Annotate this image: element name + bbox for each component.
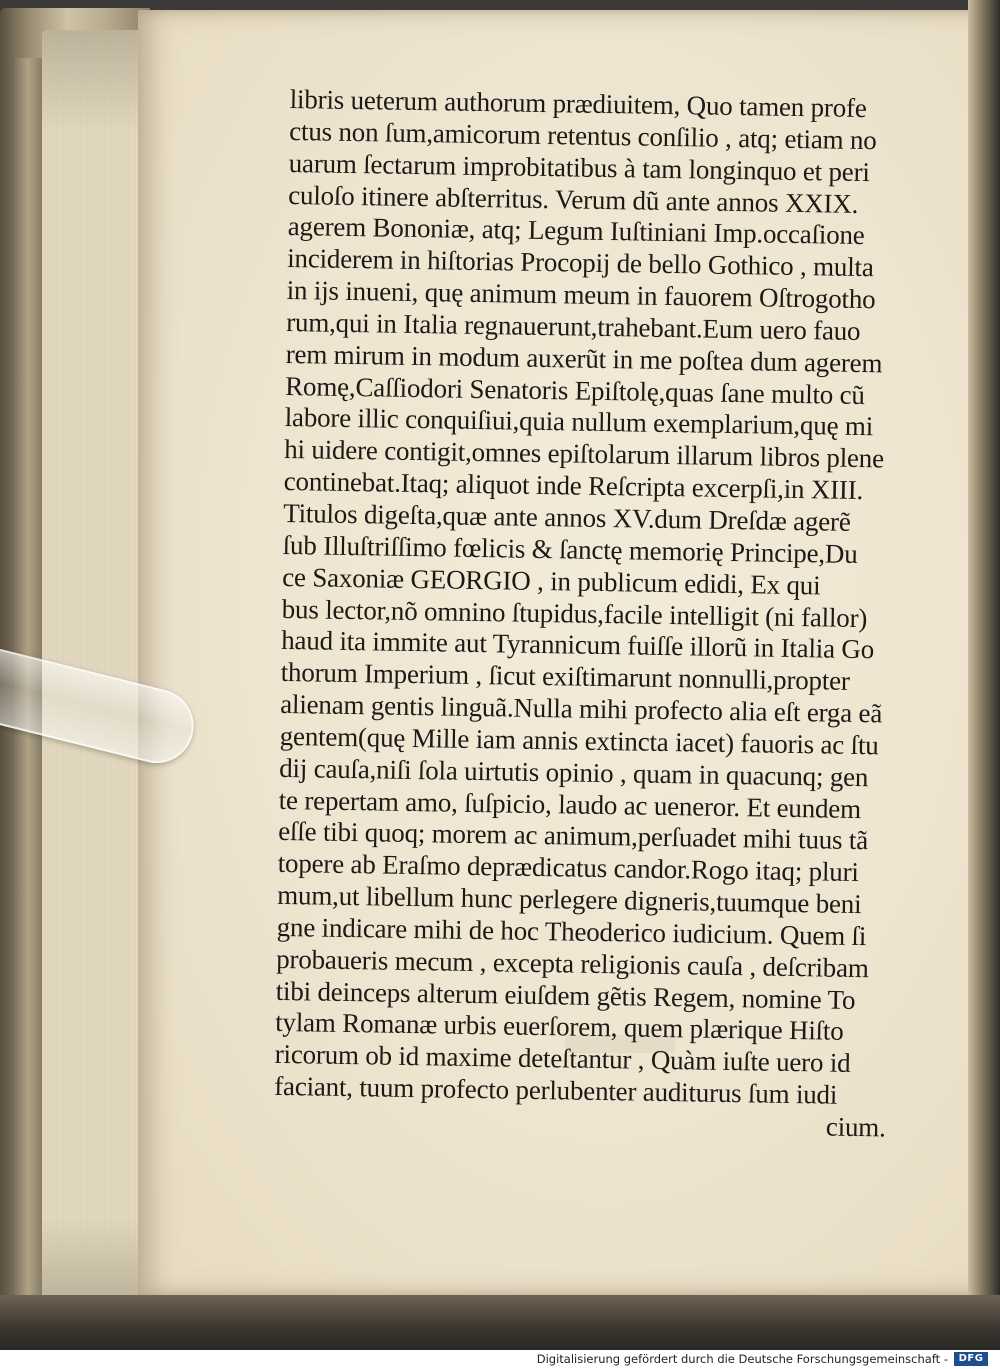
funding-credit: Digitalisierung gefördert durch die Deutsche Forschungsgemeinschaft - xyxy=(536,1352,948,1366)
catchword: cium. xyxy=(825,1111,886,1143)
page-text xyxy=(273,84,909,1144)
text-line: te repertam amo, ſuſpicio, laudo ac ueneror. Et eundem xyxy=(278,784,862,824)
text-line: ricorum ob id maxime deteſtantur , Quàm iuſte uero id xyxy=(274,1039,851,1079)
footer-bar xyxy=(0,1350,1000,1369)
text-line: agerem Bononiæ, atq; Legum Iuſtiniani Imp.occaſione xyxy=(287,211,865,251)
text-line: gne indicare mihi de hoc Theoderico iudicium. Quem ſi xyxy=(276,911,867,952)
text-line: tibi deinceps alterum eiuſdem gẽtis Regem, nomine To xyxy=(275,975,856,1015)
bottom-shadow xyxy=(0,1295,1000,1350)
text-line: Romę,Caſſiodori Senatoris Epiſtolę,quas ſane multo cũ xyxy=(285,370,865,410)
text-line: ſub Illuſtriſſimo fœlicis & ſanctę memorię Principe,Du xyxy=(282,529,858,569)
text-line: rum,qui in Italia regnauerunt,trahebant.Eum uero fauo xyxy=(286,306,861,346)
text-line: bus lector,nõ omnino ſtupidus,facile intelligit (ni fallor) xyxy=(281,593,868,633)
text-line: haud ita immite aut Tyrannicum fuiſſe illorũ in Italia Go xyxy=(281,625,875,665)
book-gutter xyxy=(968,0,1000,1350)
text-line: tylam Romanæ urbis euerſorem, quem plærique Hiſto xyxy=(275,1007,844,1047)
text-line: eſſe tibi quoq; morem ac animum,perſuadet mihi tuus tã xyxy=(278,816,869,856)
text-line: labore illic conquiſiui,quia nullum exemplarium,quę mi xyxy=(284,402,874,442)
text-line: ce Saxoniæ GEORGIO , in publicum edidi, Ex qui xyxy=(282,561,821,601)
text-line: uarum ſectarum improbitatibus à tam longinquo et peri xyxy=(288,147,870,187)
text-line: culoſo itinere abſterritus. Verum dũ ante annos XXIX. xyxy=(288,179,859,219)
text-line: faciant, tuum profecto perlubenter auditurus ſum iudi xyxy=(274,1071,838,1110)
text-line: in ijs inueni, quę animum meum in fauorem Oſtrogotho xyxy=(286,275,876,315)
text-line: gentem(quę Mille iam annis extincta iacet) fauoris ac ſtu xyxy=(279,720,879,761)
text-line: thorum Imperium , ſicut exiſtimarunt nonnulli,propter xyxy=(280,657,850,697)
text-line: dij cauſa,niſi ſola uirtutis opinio , quam in quacunq; gen xyxy=(279,752,869,792)
text-line: probaueris mecum , excepta religionis cauſa , deſcribam xyxy=(276,943,869,983)
text-line: mum,ut libellum hunc perlegere digneris,tuumque beni xyxy=(277,879,862,920)
dfg-logo: DFG xyxy=(954,1352,988,1366)
text-line: hi uidere contigit,omnes epiſtolarum illarum libros plene xyxy=(284,434,885,474)
text-line: ctus non ſum,amicorum retentus conſilio , atq; etiam no xyxy=(289,115,877,156)
text-line: Titulos digeſta,quæ ante annos XV.dum Dreſdæ agerẽ xyxy=(283,497,851,537)
text-line: continebat.Itaq; aliquot inde Reſcripta excerpſi,in XIII. xyxy=(283,466,864,506)
text-line: topere ab Eraſmo deprædicatus candor.Rogo itaq; pluri xyxy=(277,848,859,888)
text-line: rem mirum in modum auxerũt in me poſtea dum agerem xyxy=(285,338,883,379)
text-line: alienam gentis linguã.Nulla mihi profecto alia eſt erga eã xyxy=(280,688,883,729)
text-line: libris ueterum authorum prædiuitem, Quo tamen profe xyxy=(289,84,867,124)
text-line: inciderem in hiſtorias Procopij de bello Gothico , multa xyxy=(287,243,874,283)
